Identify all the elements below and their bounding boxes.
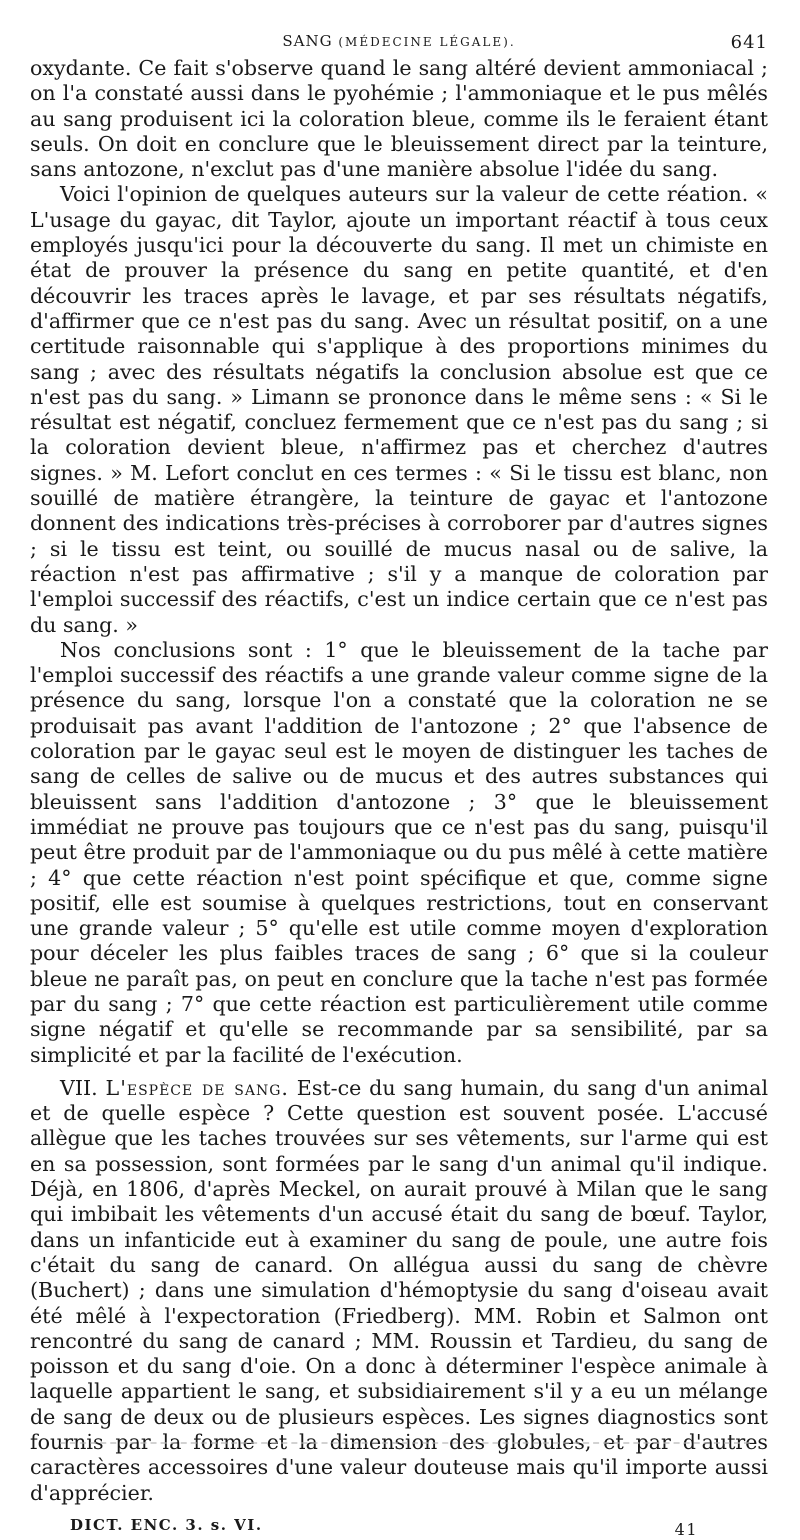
scan-artifact-marks <box>60 1442 750 1448</box>
running-head <box>30 30 768 56</box>
paragraph-opinions: Voici l'opinion de quelques auteurs sur la valeur de cette réation. « L'usage du gayac, dit Taylor, ajoute un important réactif à tous ceux employés jusqu'ici pour la découverte du sang. Il met un chimiste en état de prouver la présence du sang en petite quantité, et d'en découvrir les traces après le lavage, et par ses résultats négatifs, d'affirmer que ce n'est pas du sang. Avec un résultat positif, on a une certitude raisonnable qui s'applique à des proportions minimes du sang ; avec des résultats négatifs la conclusion absolue est que ce n'est pas du sang. » Limann se prononce dans le même sens : « Si le résultat est négatif, concluez fermement que ce n'est pas du sang ; si la coloration devient bleue, n'affirmez pas et cherchez d'autres signes. » M. Lefort conclut en ces termes : « Si le tissu est blanc, non souillé de matière étrangère, la teinture de gayac et l'antozone donnent des indications très-précises à corroborer par d'autres signes ; si le tissu est teint, ou souillé de mucus nasal ou de salive, la réaction n'est pas affirmative ; s'il y a manque de coloration par l'emploi successif des réactifs, c'est un indice certain que ce n'est pas du sang. » <box>30 182 768 637</box>
sheet-number: 41 <box>674 1519 698 1539</box>
section-number: VII. <box>60 1075 98 1100</box>
section-text: Est-ce du sang humain, du sang d'un animal et de quelle espèce ? Cette question est souvent posée. L'accusé allègue que les taches trouvées sur ses vêtements, sur l'arme qui est en sa possession, sont formées par le sang d'un animal qu'il indique. Déjà, en 1806, d'après Meckel, on aurait prouvé à Milan que le sang qui imbibait les vêtements d'un accusé était du sang de bœuf. Taylor, dans un infanticide eut à examiner du sang de poule, une autre fois c'était du sang de canard. On allégua aussi du sang de chèvre (Buchert) ; dans une simulation d'hémoptysie du sang d'oiseau avait été mêlé à l'expectoration (Friedberg). MM. Robin et Salmon ont rencontré du sang de canard ; MM. Roussin et Tardieu, du sang de poisson et du sang d'oie. On a donc à déterminer l'espèce animale à laquelle appartient le sang, et subsidiairement s'il y a eu un mélange de sang de deux ou de plusieurs espèces. Les signes diagnostics sont fournis par la forme et la dimension des globules, et par d'autres caractères accessoires d'une valeur douteuse mais qu'il importe aussi d'apprécier. <box>30 1075 769 1505</box>
document-page <box>30 30 768 1540</box>
page-number: 641 <box>730 32 768 53</box>
body-text <box>30 56 768 1506</box>
page-footer <box>30 1510 768 1540</box>
running-title <box>30 32 768 50</box>
paragraph-continuation: oxydante. Ce fait s'observe quand le sang altéré devient ammoniacal ; on l'a constaté aussi dans le pyohémie ; l'ammoniaque et le pus mêlés au sang produisent ici la coloration bleue, comme ils le feraient étant seuls. On doit en conclure que le bleuissement direct par la teinture, sans antozone, n'exclut pas d'une manière absolue l'idée du sang. <box>30 56 768 182</box>
paragraph-conclusions: Nos conclusions sont : 1° que le bleuissement de la tache par l'emploi successif des réactifs a une grande valeur comme signe de la présence du sang, lorsque l'on a constaté que la coloration ne se produisait pas avant l'addition de l'antozone ; 2° que l'absence de coloration par le gayac seul est le moyen de distinguer les taches de sang de celles de salive ou de mucus et des autres substances qui bleuissent sans l'addition d'antozone ; 3° que le bleuissement immédiat ne prouve pas toujours que ce n'est pas du sang, puisqu'il peut être produit par de l'ammoniaque ou du pus mêlé à cette matière ; 4° que cette réaction n'est point spécifique et que, comme signe positif, elle est soumise à quelques restrictions, tout en conservant une grande valeur ; 5° qu'elle est utile comme moyen d'exploration pour déceler les plus faibles traces de sang ; 6° que si la couleur bleue ne paraît pas, on peut en conclure que la tache n'est pas formée par du sang ; 7° que cette réaction est particulièrement utile comme signe négatif et qu'elle se recommande par sa sensibilité, par sa simplicité et par la facilité de l'exécution. <box>30 637 768 1067</box>
section-heading: L'espèce de sang. <box>105 1075 289 1100</box>
running-title-main: SANG <box>282 32 333 50</box>
running-title-sub: (MÉDECINE LÉGALE). <box>338 35 516 49</box>
printer-signature: DICT. ENC. 3. s. VI. <box>70 1515 263 1534</box>
